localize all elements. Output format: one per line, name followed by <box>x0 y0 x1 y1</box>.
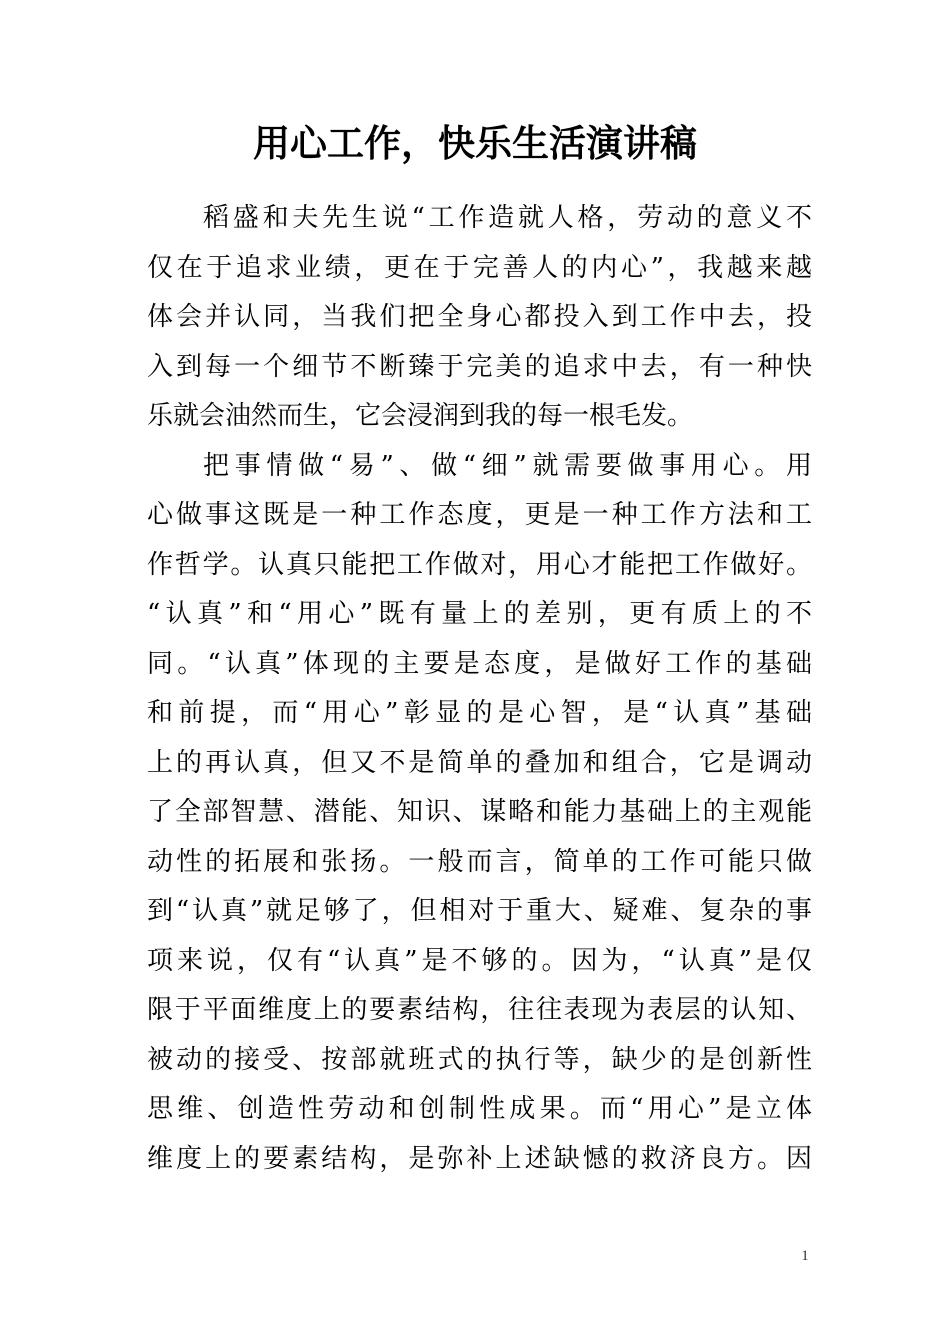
document-title: 用心工作，快乐生活演讲稿 <box>253 122 697 165</box>
paragraph-1-line-2: 仅在于追求业绩，更在于完善人的内心”，我越来越 <box>147 252 812 283</box>
document-body <box>147 194 812 1184</box>
paragraph-2-line-13: 被动的接受、按部就班式的执行等，缺少的是创新性 <box>147 1044 812 1075</box>
paragraph-2-line-12: 限于平面维度上的要素结构，往往表现为表层的认知、 <box>147 995 812 1025</box>
paragraph-2-line-6: 和前提，而“用心”彰显的是心智，是“认真”基础 <box>147 698 812 728</box>
paragraph-2-line-11: 项来说，仅有“认真”是不够的。因为，“认真”是仅 <box>147 945 812 976</box>
paragraph-1-line-5: 乐就会油然而生，它会浸润到我的每一根毛发。 <box>147 401 694 431</box>
paragraph-2-line-14: 思维、创造性劳动和创制性成果。而“用心”是立体 <box>147 1094 812 1124</box>
paragraph-2-line-8: 了全部智慧、潜能、知识、谋略和能力基础上的主观能 <box>147 797 812 827</box>
paragraph-2-line-3: 作哲学。认真只能把工作做对，用心才能把工作做好。 <box>147 549 812 580</box>
paragraph-1-line-1: 稻盛和夫先生说“工作造就人格，劳动的意义不 <box>203 203 812 233</box>
paragraph-2-line-10: 到“认真”就足够了，但相对于重大、疑难、复杂的事 <box>147 896 812 926</box>
paragraph-1-line-3: 体会并认同，当我们把全身心都投入到工作中去，投 <box>147 302 812 332</box>
paragraph-2-line-4: “认真”和“用心”既有量上的差别，更有质上的不 <box>147 599 812 629</box>
paragraph-2-line-9: 动性的拓展和张扬。一般而言，简单的工作可能只做 <box>147 846 812 877</box>
paragraph-2-line-2: 心做事这既是一种工作态度，更是一种工作方法和工 <box>147 500 812 530</box>
paragraph-2-line-1: 把事情做“易”、做“细”就需要做事用心。用 <box>203 450 812 481</box>
page-number: 1 <box>801 1248 809 1264</box>
paragraph-2-line-7: 上的再认真，但又不是简单的叠加和组合，它是调动 <box>147 747 812 778</box>
paragraph-2-line-5: 同。“认真”体现的主要是态度，是做好工作的基础 <box>147 648 812 679</box>
paragraph-2-line-15: 维度上的要素结构，是弥补上述缺憾的救济良方。因 <box>147 1143 812 1174</box>
paragraph-1-line-4: 入到每一个细节不断臻于完美的追求中去，有一种快 <box>147 351 812 382</box>
